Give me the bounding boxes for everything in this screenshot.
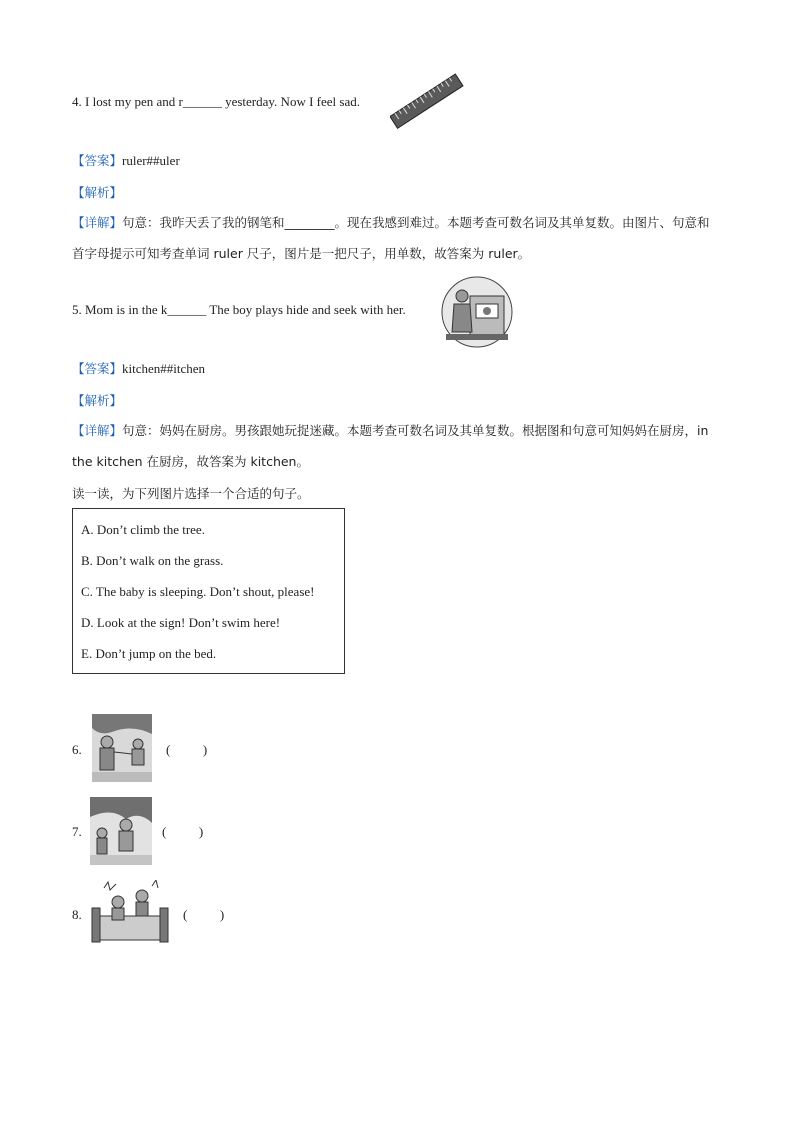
item-7-answer-blank[interactable]: ( ) [162,824,204,839]
detail-5 [72,415,722,477]
item-8-number: 8. [72,907,82,922]
answer-5 [72,359,205,377]
kitchen-image [440,276,514,348]
children-walking-image [90,797,152,865]
question-5: 5. Mom is in the k______ The boy plays hide and seek with her. [72,302,406,317]
answer-tag: 【答案】 [72,361,123,376]
detail-tag: 【详解】 [72,423,123,438]
kids-playing-image [92,714,152,782]
detail-tag: 【详解】 [72,215,123,230]
option-a: A. Don’t climb the tree. [81,522,205,537]
section-instruction: 读一读，为下列图片选择一个合适的句子。 [72,486,310,501]
analysis-tag: 【解析】 [72,185,123,200]
option-e: E. Don’t jump on the bed. [81,646,217,661]
ruler-image [390,70,464,134]
detail-text: 句意：妈妈在厨房。男孩跟她玩捉迷藏。本题考查可数名词及其单复数。根据图和句意可知妈妈在厨房，in the kitchen 在厨房，故答案为 kitchen。 [72,423,709,469]
item-6-number: 6. [72,742,82,757]
answer-tag: 【答案】 [72,153,123,168]
option-d: D. Look at the sign! Don’t swim here! [81,615,281,630]
analysis-tag: 【解析】 [72,393,123,408]
answer-text: kitchen##itchen [122,361,206,376]
detail-4 [72,207,722,269]
option-b: B. Don’t walk on the grass. [81,553,224,568]
kids-on-bed-image [90,880,170,948]
item-7-number: 7. [72,824,82,839]
item-8-answer-blank[interactable]: ( ) [183,907,225,922]
option-c: C. The baby is sleeping. Don’t shout, please! [81,584,315,599]
options-box [72,508,345,674]
answer-text: ruler##uler [122,153,180,168]
answer-4 [72,151,180,169]
item-6-answer-blank[interactable]: ( ) [166,742,208,757]
detail-text: 句意：我昨天丢了我的钢笔和________。现在我感到难过。本题考查可数名词及其单复数。由图片、句意和首字母提示可知考查单词 ruler 尺子，图片是一把尺子，用单数，故答案为 ruler。 [72,215,710,261]
question-4: 4. I lost my pen and r______ yesterday. Now I feel sad. [72,94,360,109]
